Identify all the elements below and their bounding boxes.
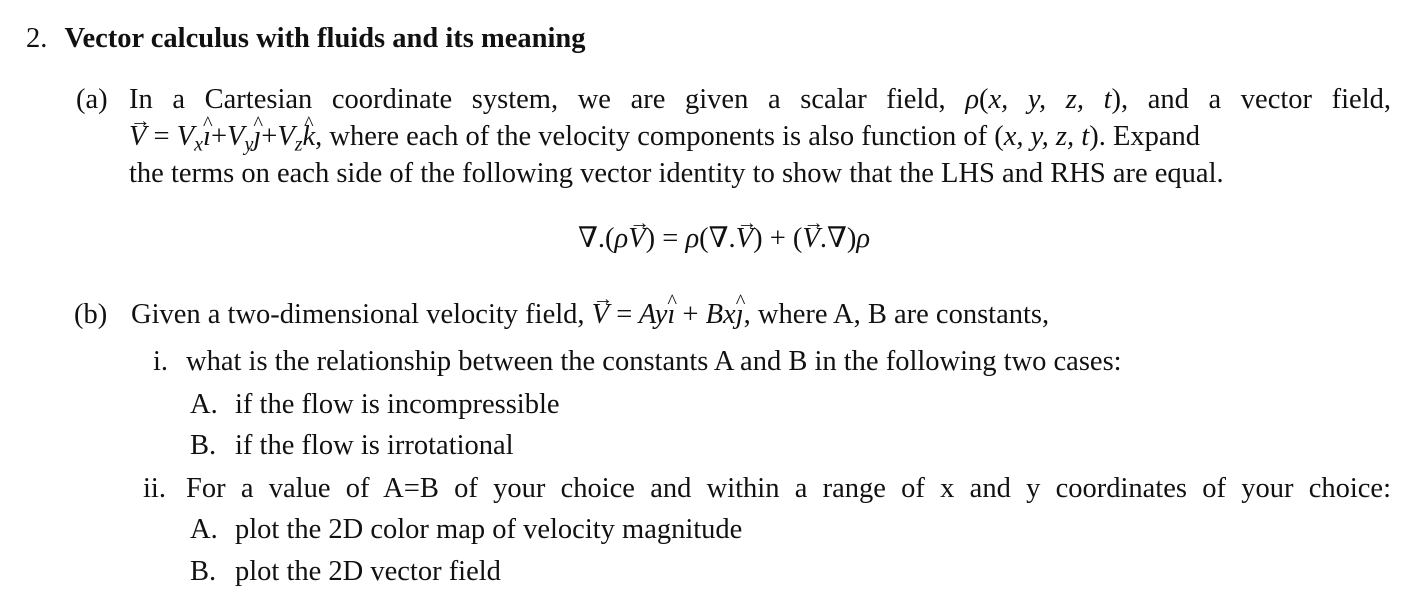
part-a-line-1-after: , and a vector field, [1121,84,1391,115]
part-b-i-a-label: A. [190,389,218,420]
part-b-intro-after: , where A, B are constants, [743,299,1050,330]
part-b-i-a-text: if the flow is incompressible [235,389,560,420]
part-b-intro-text: Given a two-dimensional velocity field, [131,299,585,330]
problem-number: 2. [26,23,48,54]
scalar-field-expression: ρ(x, y, z, t) [965,84,1121,115]
part-b-intro [131,301,1049,330]
part-b-ii-label: ii. [143,473,166,504]
variables-expression: (x, y, z, t) [994,121,1099,152]
vector-field-expression: → $V = V_x\^{}$ $ı+V_y\^{}$ $ȷ+V_z\^{}$ k [129,121,315,152]
part-a-line-1 [129,86,1391,115]
part-b-label: (b) [74,299,108,330]
part-b-i-label: i. [153,346,169,377]
part-a-line-2 [129,121,1201,156]
part-b-i-b-text: if the flow is irrotational [235,430,514,461]
part-b-ii-b-text: plot the 2D vector field [235,556,501,587]
vector-identity-equation: ∇.(ρ→ V) = ρ(∇.→ V) + (→ V.∇)ρ [578,225,870,254]
part-a-line-2-text: , where each of the velocity components is also function of [315,121,988,152]
part-a-line-1-text: In a Cartesian coordinate system, we are given a scalar field, [129,84,946,115]
part-b-ii-a-label: A. [190,514,218,545]
part-a-line-3: the terms on each side of the following vector identity to show that the LHS and RHS are equal. [129,158,1224,189]
part-b-i-text: what is the relationship between the constants A and B in the following two cases: [186,346,1122,377]
part-b-ii-a-text: plot the 2D color map of velocity magnitude [235,514,743,545]
velocity-field-2d-expression: → V = Ay^ ı + Bx^ ȷ [592,299,744,330]
part-a-line-2-after: . Expand [1098,121,1201,152]
problem-title: Vector calculus with fluids and its meaning [64,23,586,54]
problem-heading [26,25,586,54]
part-b-ii-b-label: B. [190,556,217,587]
part-b-ii-text: For a value of A=B of your choice and within a range of x and y coordinates of your choice: [186,473,1391,504]
part-b-i-b-label: B. [190,430,217,461]
part-a-label: (a) [76,84,108,115]
